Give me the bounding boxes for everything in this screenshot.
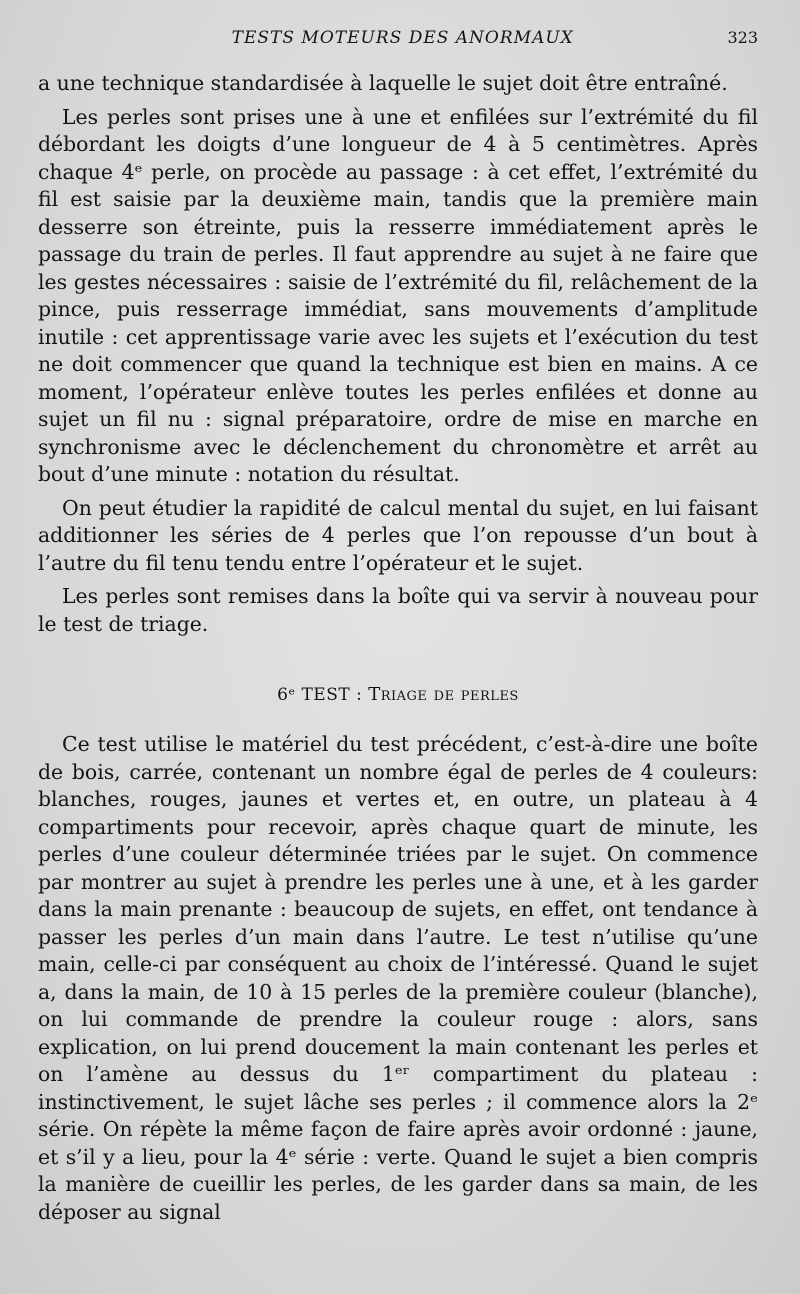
body-text bbox=[38, 70, 758, 1226]
paragraph: Les perles sont prises une à une et enfilées sur l’extrémité du fil débordant les doigts d’une longueur de 4 à 5 centimètres. Après chaque 4ᵉ perle, on procède au passage : à cet effet, l’extrémité du fil est saisie par la deuxième main, tandis que la première main desserre son étreinte, puis la resserre immédiatement après le passage du train de perles. Il faut apprendre au sujet à ne faire que les gestes nécessaires : saisie de l’extrémité du fil, relâchement de la pince, puis resserrage immédiat, sans mouvements d’amplitude inutile : cet apprentissage varie avec les sujets et l’exécution du test ne doit commencer que quand la technique est bien en mains. A ce moment, l’opérateur enlève toutes les perles enfilées et donne au sujet un fil nu : signal préparatoire, ordre de mise en marche en synchronisme avec le déclenchement du chronomètre et arrêt au bout d’une minute : notation du résultat. bbox=[38, 104, 758, 486]
paragraph-continued: a une technique standardisée à laquelle le sujet doit être entraîné. bbox=[38, 71, 728, 95]
page-header bbox=[38, 28, 758, 58]
paragraph: Ce test utilise le matériel du test précédent, c’est-à-dire une boîte de bois, carrée, contenant un nombre égal de perles de 4 couleurs: blanches, rouges, jaunes et vertes et, en outre, un plateau à 4 compartiments pour recevoir, après chaque quart de minute, les perles d’une couleur déterminée triées par le sujet. On commence par montrer au sujet à prendre les perles une à une, et à les garder dans la main prenante : beaucoup de sujets, en effet, ont tendance à passer les perles d’un main dans l’autre. Le test n’utilise qu’une main, celle-ci par conséquent au choix de l’intéressé. Quand le sujet a, dans la main, de 10 à 15 perles de la première couleur (blanche), on lui commande de prendre la couleur rouge : alors, sans explication, on lui prend doucement la main contenant les perles et on l’amène au dessus du 1ᵉʳ compartiment du plateau : instinctivement, le sujet lâche ses perles ; il commence alors la 2ᵉ série. On répète la même façon de faire après avoir ordonné : jaune, et s’il y a lieu, pour la 4ᵉ série : verte. Quand le sujet a bien compris la manière de cueillir les perles, de les garder dans sa main, de les déposer au signal bbox=[38, 732, 758, 1224]
section-number: 6ᵉ bbox=[277, 685, 296, 705]
paragraph: On peut étudier la rapidité de calcul mental du sujet, en lui faisant additionner les séries de 4 perles que l’on repousse d’un bout à l’autre du fil tenu tendu entre l’opérateur et le sujet. bbox=[38, 495, 758, 575]
section-heading bbox=[38, 684, 758, 705]
page-number: 323 bbox=[727, 28, 758, 47]
section-label: TEST : bbox=[301, 685, 363, 705]
section-title: Triage de perles bbox=[368, 684, 519, 705]
running-title: TESTS MOTEURS DES ANORMAUX bbox=[231, 28, 574, 48]
paragraph: Les perles sont remises dans la boîte qui va servir à nouveau pour le test de triage. bbox=[38, 584, 758, 636]
